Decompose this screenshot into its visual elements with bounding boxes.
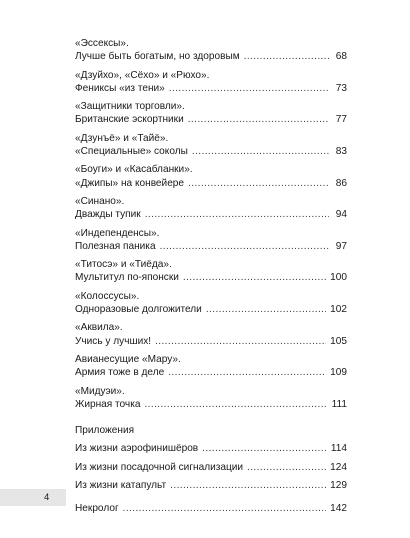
dot-leader	[183, 271, 326, 284]
page-number: 4	[44, 492, 50, 503]
dot-leader	[123, 502, 327, 515]
toc-chapter	[75, 321, 347, 348]
page-number-tab	[0, 489, 66, 506]
toc-entry	[75, 271, 347, 284]
dot-leader	[170, 479, 326, 492]
toc-entry-title: Лучше быть богатым, но здоровым	[75, 51, 240, 63]
spacer	[75, 411, 347, 424]
toc-entry-page: 83	[335, 146, 347, 158]
toc-entry-page: 77	[335, 114, 347, 126]
dot-leader	[168, 366, 326, 379]
toc-subtitle-line	[75, 163, 347, 176]
toc-chapter	[75, 100, 347, 127]
dot-leader	[247, 461, 326, 474]
toc-entry-title: «Эссексы».	[75, 38, 129, 49]
toc-chapter	[75, 227, 347, 254]
toc-chapter	[75, 195, 347, 222]
toc-entry-page: 114	[330, 443, 347, 455]
toc-entry-title: Армия тоже в деле	[75, 367, 165, 379]
toc-entry	[75, 335, 347, 348]
toc-entry-title: Авианесущие «Мару».	[75, 353, 181, 365]
toc-subtitle-line	[75, 69, 347, 82]
toc-entry-title: «Мидуэи».	[75, 385, 125, 397]
toc-entry	[75, 442, 347, 455]
toc-entry	[75, 303, 347, 316]
toc-subtitle-line	[75, 195, 347, 208]
toc-entry-title: Из жизни катапульт	[75, 480, 167, 492]
toc-chapter	[75, 163, 347, 190]
toc-subtitle-line	[75, 290, 347, 303]
toc-entry-page: 129	[330, 480, 347, 492]
toc-entry-title: Из жизни посадочной сигнализации	[75, 461, 244, 473]
toc-entry-title: «Дзуйхо», «Сёхо» и «Рюхо».	[75, 69, 210, 81]
toc-entry-title: Одноразовые долгожители	[75, 304, 202, 316]
toc-chapter	[75, 132, 347, 159]
dot-leader	[206, 303, 326, 316]
toc-entry-page: 109	[330, 367, 347, 379]
dot-leader	[202, 442, 327, 455]
toc-entry-page: 94	[335, 209, 347, 221]
toc-subtitle-line	[75, 37, 347, 50]
toc-entry-title: Жирная точка	[75, 398, 141, 410]
dot-leader	[188, 113, 329, 126]
toc-entry-title: Мультитул по-японски	[75, 272, 179, 284]
toc-subtitle-line	[75, 258, 347, 271]
toc-entry-title: Из жизни аэрофинишёров	[75, 443, 199, 455]
toc-entry-page: 105	[330, 335, 347, 347]
dot-leader	[144, 398, 327, 411]
toc-entry	[75, 208, 347, 221]
toc-entry-title: «Колоссусы».	[75, 290, 140, 302]
dot-leader	[145, 208, 329, 221]
toc-entry-page: 111	[331, 398, 347, 410]
toc-entry-page: 100	[330, 272, 347, 284]
dot-leader	[169, 82, 329, 95]
toc-entry	[75, 145, 347, 158]
toc-entry	[75, 82, 347, 95]
toc-subtitle-line	[75, 321, 347, 334]
dot-leader	[244, 50, 329, 63]
appendix-heading-text: Приложения	[75, 425, 135, 437]
dot-leader	[188, 177, 329, 190]
dot-leader	[160, 240, 329, 253]
toc-chapter	[75, 37, 347, 64]
toc-subtitle-line	[75, 353, 347, 366]
toc-entry	[75, 240, 347, 253]
toc-entry-title: «Защитники торговли».	[75, 101, 185, 113]
toc-entry	[75, 50, 347, 63]
toc-subtitle-line	[75, 100, 347, 113]
dot-leader	[155, 335, 326, 348]
table-of-contents	[75, 37, 347, 516]
appendix-heading	[75, 424, 347, 437]
toc-chapter	[75, 385, 347, 412]
toc-entry	[75, 461, 347, 474]
toc-entry-title: «Специальные» соколы	[75, 146, 188, 158]
toc-entry	[75, 177, 347, 190]
dot-leader	[192, 145, 329, 158]
toc-entry-title: «Синано».	[75, 195, 125, 207]
toc-subtitle-line	[75, 227, 347, 240]
toc-entry-page: 97	[335, 240, 347, 252]
toc-entry-title: Полезная паника	[75, 240, 156, 252]
toc-entry-title: «Титосэ» и «Тиёда».	[75, 259, 172, 271]
toc-chapter	[75, 353, 347, 380]
toc-entry-page: 102	[330, 304, 347, 316]
toc-subtitle-line	[75, 385, 347, 398]
toc-entry-page: 86	[335, 177, 347, 189]
toc-entry-title: Фениксы «из тени»	[75, 82, 165, 94]
toc-entry-title: «Джипы» на конвейере	[75, 177, 185, 189]
toc-entry-title: «Аквила».	[75, 322, 123, 334]
toc-entry-page: 68	[335, 51, 347, 63]
toc-chapter	[75, 69, 347, 96]
toc-entry-title: «Боуги» и «Касабланки».	[75, 164, 193, 176]
toc-entry	[75, 479, 347, 492]
toc-chapter	[75, 258, 347, 285]
toc-entry	[75, 366, 347, 379]
toc-entry-title: Британские эскортники	[75, 114, 184, 126]
toc-entry-page: 73	[335, 82, 347, 94]
toc-entry-title: Некролог	[75, 503, 119, 515]
toc-chapter	[75, 290, 347, 317]
toc-entry	[75, 502, 347, 515]
toc-entry	[75, 398, 347, 411]
toc-entry-page: 124	[330, 461, 347, 473]
toc-entry-title: Учись у лучших!	[75, 335, 152, 347]
toc-entry	[75, 113, 347, 126]
spacer	[75, 492, 347, 502]
toc-entry-title: «Индепенденсы».	[75, 227, 160, 239]
toc-entry-title: Дважды тупик	[75, 209, 141, 221]
toc-entry-title: «Дзунъё» и «Тайё».	[75, 132, 169, 144]
toc-subtitle-line	[75, 132, 347, 145]
toc-entry-page: 142	[330, 503, 347, 515]
